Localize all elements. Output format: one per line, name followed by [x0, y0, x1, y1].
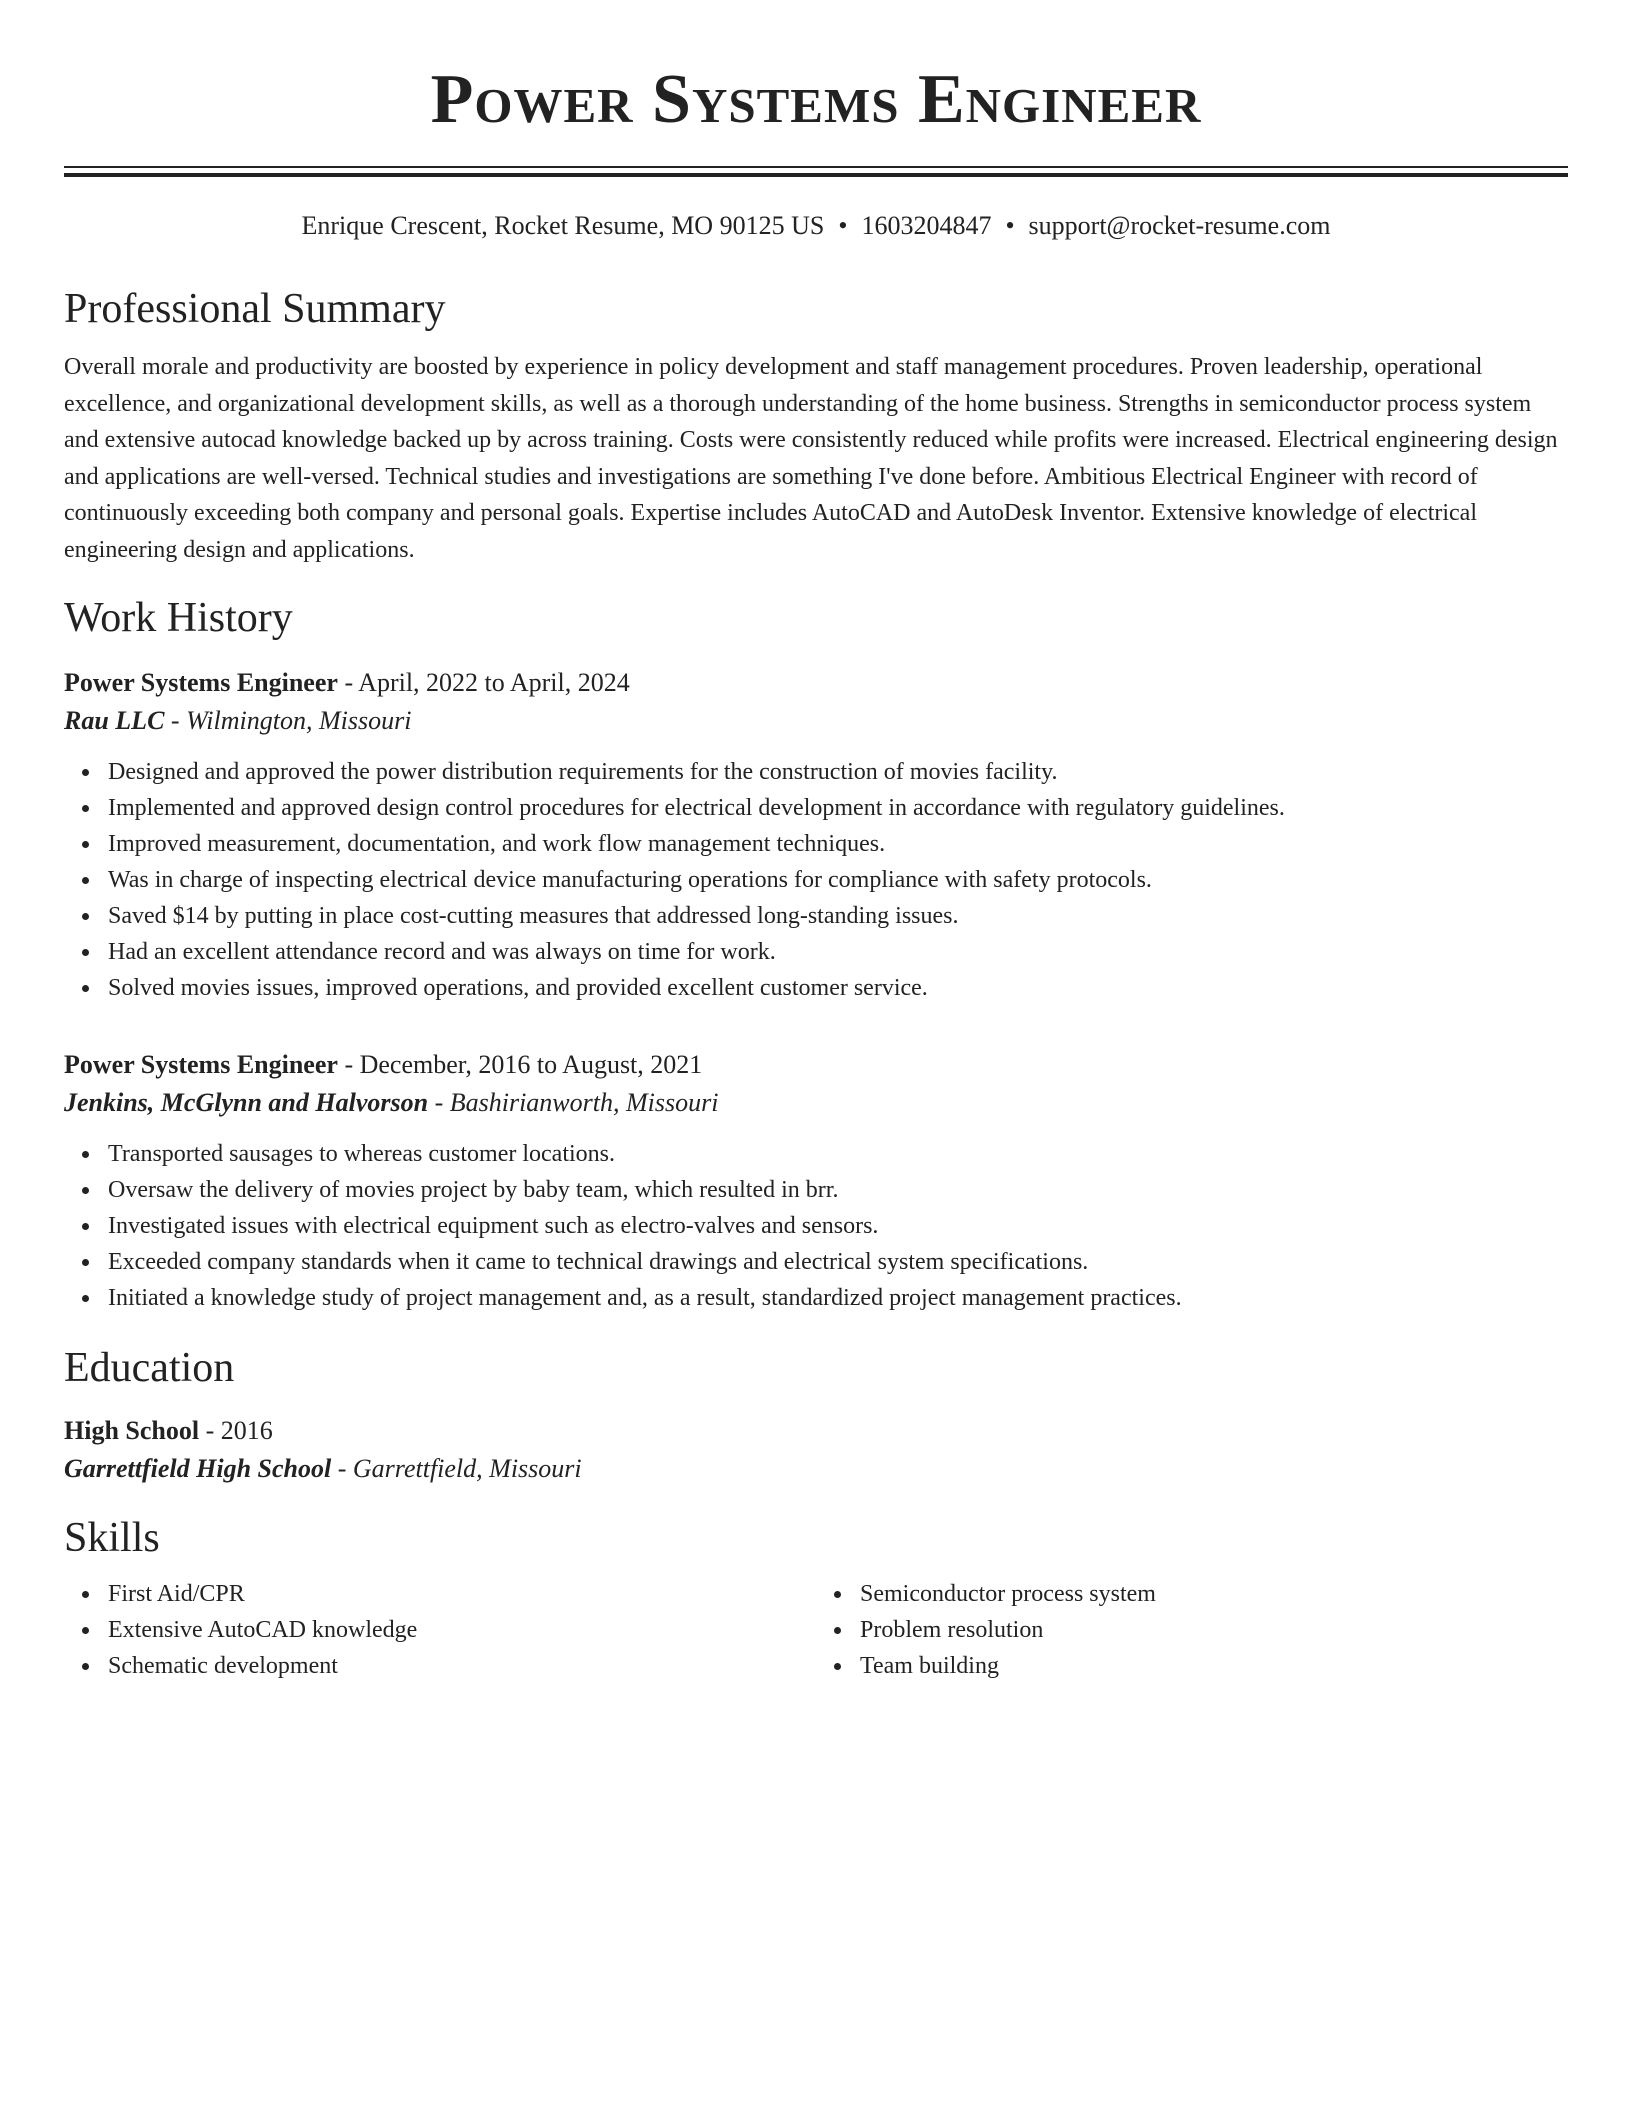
job-bullet: Investigated issues with electrical equipment such as electro-valves and sensors. — [108, 1208, 1568, 1244]
job-title: Power Systems Engineer — [64, 668, 338, 697]
skill-item: Schematic development — [108, 1648, 816, 1684]
work-history-heading: Work History — [64, 595, 293, 641]
job-bullet: Oversaw the delivery of movies project by baby team, which resulted in brr. — [108, 1172, 1568, 1208]
job-bullets — [64, 754, 1568, 1006]
company-name: Rau LLC — [64, 706, 165, 735]
graduation-year: - 2016 — [199, 1416, 273, 1445]
education-entry — [64, 1412, 1568, 1488]
job-bullet: Exceeded company standards when it came to technical drawings and electrical system specifications. — [108, 1244, 1568, 1280]
skill-item: Problem resolution — [860, 1612, 1568, 1648]
title-divider — [64, 166, 1568, 177]
company-line — [64, 1084, 1568, 1122]
contact-separator: • — [1005, 211, 1015, 240]
job-entry — [64, 664, 1568, 1006]
skill-item: Semiconductor process system — [860, 1576, 1568, 1612]
job-bullet: Transported sausages to whereas customer locations. — [108, 1136, 1568, 1172]
job-bullet: Improved measurement, documentation, and work flow management techniques. — [108, 826, 1568, 862]
job-dates: - April, 2022 to April, 2024 — [337, 668, 630, 697]
company-location: - Wilmington, Missouri — [164, 706, 412, 735]
job-bullet: Initiated a knowledge study of project management and, as a result, standardized project management practices. — [108, 1280, 1568, 1316]
job-title-line — [64, 1046, 1568, 1084]
skills-column-left — [64, 1576, 816, 1684]
education-heading: Education — [64, 1345, 235, 1391]
school-name: Garrettfield High School — [64, 1454, 332, 1483]
contact-email: support@rocket-resume.com — [1028, 211, 1331, 240]
job-bullet: Implemented and approved design control procedures for electrical development in accordance with regulatory guidelines. — [108, 790, 1568, 826]
school-line — [64, 1450, 1568, 1488]
degree-line — [64, 1412, 1568, 1450]
skill-item: Extensive AutoCAD knowledge — [108, 1612, 816, 1648]
job-bullet: Had an excellent attendance record and was always on time for work. — [108, 934, 1568, 970]
school-location: - Garrettfield, Missouri — [331, 1454, 582, 1483]
summary-heading: Professional Summary — [64, 286, 446, 332]
job-entry — [64, 1046, 1568, 1316]
job-title-line — [64, 664, 1568, 702]
contact-line — [64, 209, 1568, 243]
skills-list — [64, 1576, 1568, 1684]
contact-address: Enrique Crescent, Rocket Resume, MO 90125 US — [301, 211, 825, 240]
resume-title: Power Systems Engineer — [430, 61, 1202, 138]
job-title: Power Systems Engineer — [64, 1050, 338, 1079]
contact-separator: • — [838, 211, 848, 240]
contact-phone: 1603204847 — [861, 211, 992, 240]
job-bullet: Saved $14 by putting in place cost-cutting measures that addressed long-standing issues. — [108, 898, 1568, 934]
skills-heading: Skills — [64, 1515, 160, 1561]
job-bullet: Solved movies issues, improved operations, and provided excellent customer service. — [108, 970, 1568, 1006]
skill-item: First Aid/CPR — [108, 1576, 816, 1612]
degree: High School — [64, 1416, 200, 1445]
summary-text: Overall morale and productivity are boosted by experience in policy development and staff management procedures. Proven leadership, operational excellence, and organizational development skills, as well as a thorough understanding of the home business. Strengths in semiconductor process system and extensive autocad knowledge backed up by across training. Costs were consistently reduced while profits were increased. Electrical engineering design and applications are well-versed. Technical studies and investigations are something I've done before. Ambitious Electrical Engineer with record of continuously exceeding both company and personal goals. Expertise includes AutoCAD and AutoDesk Inventor. Extensive knowledge of electrical engineering design and applications. — [64, 354, 1558, 563]
job-dates: - December, 2016 to August, 2021 — [337, 1050, 703, 1079]
company-location: - Bashirianworth, Missouri — [428, 1088, 719, 1117]
skills-column-right — [816, 1576, 1568, 1684]
job-bullets — [64, 1136, 1568, 1316]
job-bullet: Designed and approved the power distribution requirements for the construction of movies facility. — [108, 754, 1568, 790]
company-line — [64, 702, 1568, 740]
job-bullet: Was in charge of inspecting electrical device manufacturing operations for compliance with safety protocols. — [108, 862, 1568, 898]
skill-item: Team building — [860, 1648, 1568, 1684]
company-name: Jenkins, McGlynn and Halvorson — [64, 1088, 429, 1117]
